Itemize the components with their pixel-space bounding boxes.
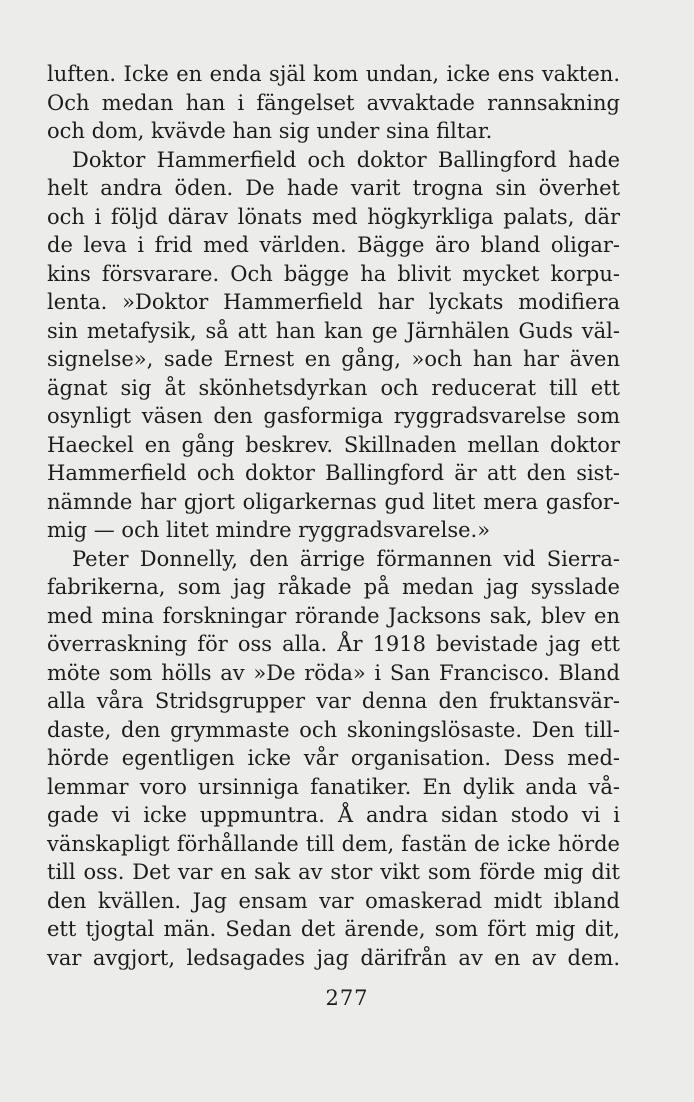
text-line: till oss. Det var en sak av stor vikt som förde mig dit xyxy=(47,860,620,884)
text-line: Haeckel en gång beskrev. Skillnaden mellan doktor xyxy=(47,432,620,457)
text-line: hörde egentligen icke vår organisation. Dess med- xyxy=(47,746,620,770)
body-text xyxy=(47,60,620,972)
text-line: alla våra Stridsgrupper var denna den fruktansvär- xyxy=(47,689,620,713)
text-line: Doktor Hammerfield och doktor Ballingford hade xyxy=(72,147,620,172)
text-line: signelse», sade Ernest en gång, »och han har även xyxy=(47,347,620,371)
text-line: luften. Icke en enda själ kom undan, icke ens vakten. xyxy=(47,62,620,86)
text-line: sin metafysik, så att han kan ge Järnhälen Guds väl- xyxy=(47,318,620,343)
text-line: daste, den grymmaste och skoningslösaste. Den till- xyxy=(47,717,620,742)
text-line: med mina forskningar rörande Jacksons sak, blev en xyxy=(47,603,620,628)
text-line: nämnde har gjort oligarkernas gud litet mera gasfor- xyxy=(47,489,620,514)
text-line: kins försvarare. Och bägge ha blivit mycket korpu- xyxy=(47,261,620,286)
text-line: Hammerfield och doktor Ballingford är att den sist- xyxy=(47,461,620,485)
text-line: och i följd därav lönats med högkyrkliga palats, där xyxy=(47,204,620,229)
text-line: Peter Donnelly, den ärrige förmannen vid Sierra- xyxy=(72,546,620,571)
text-line: ägnat sig åt skönhetsdyrkan och reducerat till ett xyxy=(47,375,620,400)
text-line: lenta. »Doktor Hammerfield har lyckats modifiera xyxy=(47,290,620,314)
text-line: och dom, kvävde han sig under sina filtar. xyxy=(47,119,493,143)
page-number: 277 xyxy=(325,986,369,1010)
text-line: överraskning för oss alla. År 1918 bevistade jag ett xyxy=(47,632,620,656)
text-line: de leva i frid med världen. Bägge äro bland oligar- xyxy=(47,233,620,257)
text-line: lemmar voro ursinniga fanatiker. En dylik anda vå- xyxy=(47,774,620,799)
text-line: var avgjort, ledsagades jag därifrån av en av dem. xyxy=(47,945,620,970)
text-line: Och medan han i fängelset avvaktade rannsakning xyxy=(47,90,620,115)
text-line: mig — och litet mindre ryggradsvarelse.» xyxy=(47,518,491,542)
text-line: helt andra öden. De hade varit trogna sin överhet xyxy=(47,176,620,200)
text-line: fabrikerna, som jag råkade på medan jag sysslade xyxy=(47,575,620,599)
text-line: ett tjogtal män. Sedan det ärende, som fört mig dit, xyxy=(47,917,620,941)
text-line: den kvällen. Jag ensam var omaskerad midt ibland xyxy=(47,888,620,913)
text-line: gade vi icke uppmuntra. Å andra sidan stodo vi i xyxy=(47,803,620,827)
text-line: vänskapligt förhållande till dem, fastän de icke hörde xyxy=(47,831,620,856)
text-line: möte som hölls av »De röda» i San Francisco. Bland xyxy=(47,660,620,685)
text-line: osynligt väsen den gasformiga ryggradsvarelse som xyxy=(47,404,620,428)
